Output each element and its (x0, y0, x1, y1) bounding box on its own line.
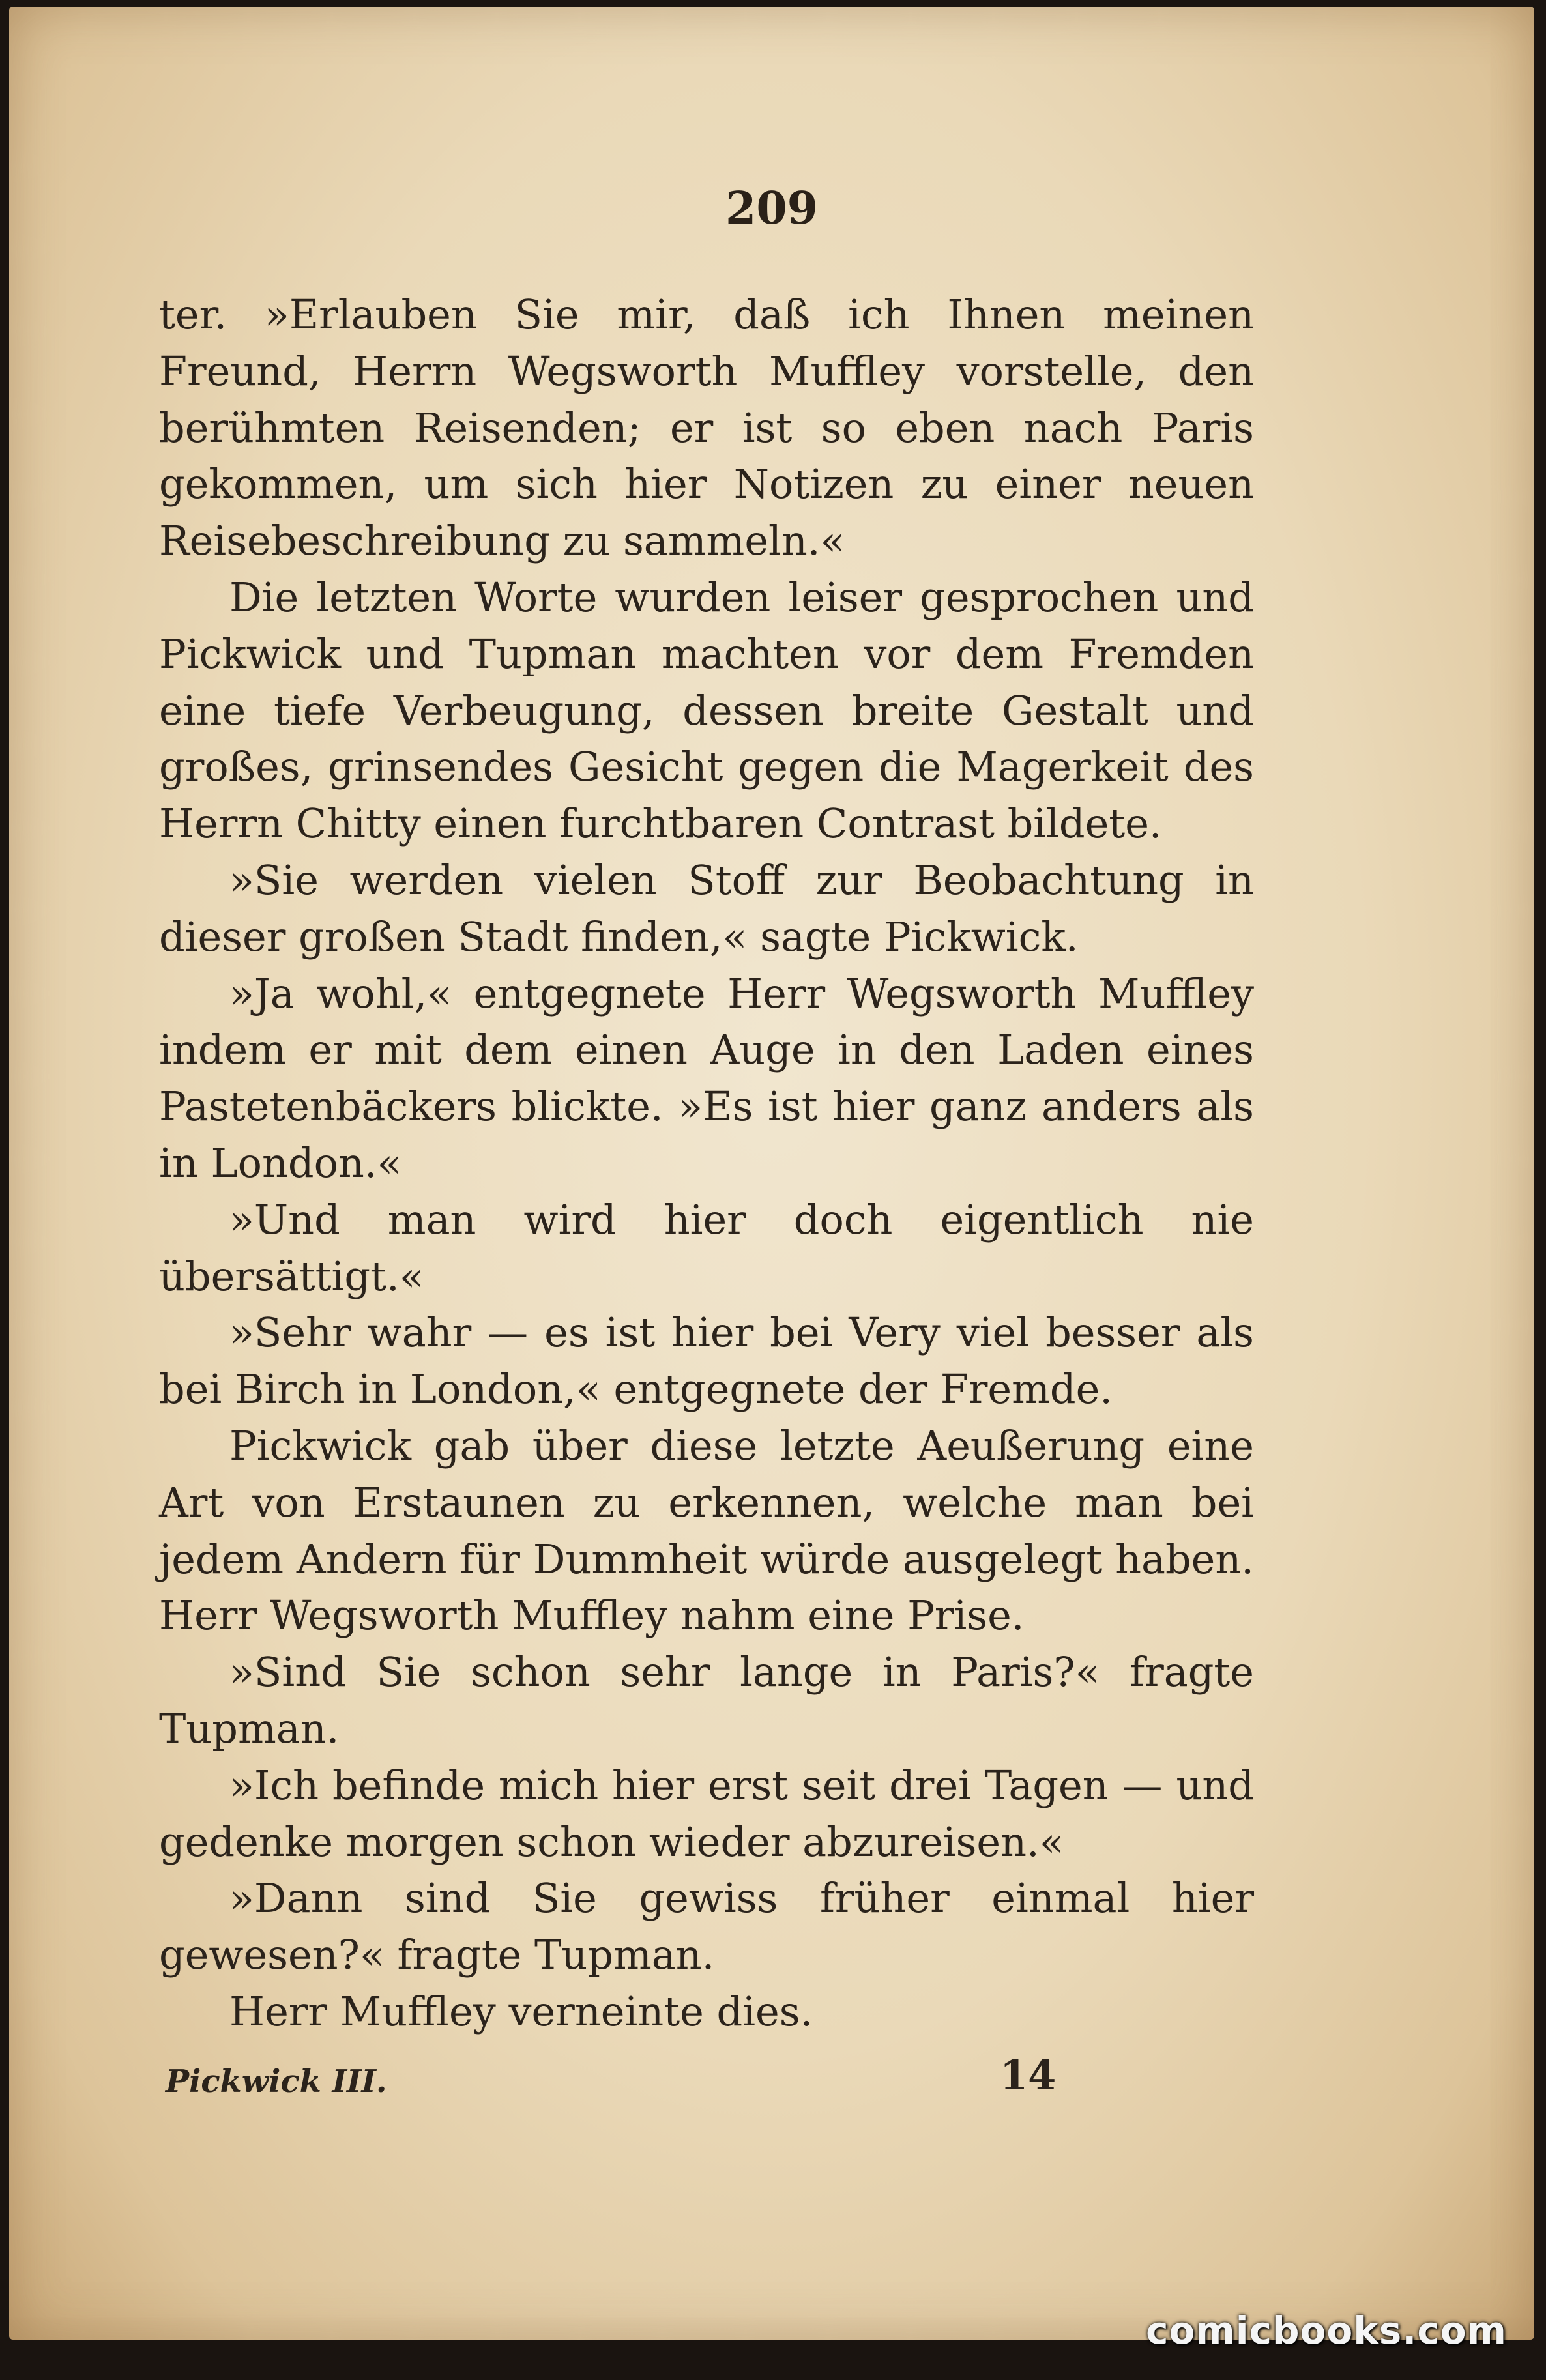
signature-number: 14 (1000, 2052, 1057, 2099)
paragraph: »Ich befinde mich hier erst seit drei Tagen — und gedenke morgen schon wieder abzureisen.« (159, 1761, 1254, 1866)
watermark: comicbooks.com (1146, 2308, 1507, 2353)
paragraph: Die letzten Worte wurden leiser gesprochen und Pickwick und Tupman machten vor dem Fremden eine tiefe Verbeugung, dessen breite Gestalt und großes, grinsendes Gesicht gegen die Magerkeit des Herrn Chitty einen furchtbaren Contrast bildete. (159, 573, 1254, 848)
body-text (159, 287, 1254, 2040)
paragraph: Herr Muffley verneinte dies. (229, 1987, 813, 2035)
paragraph: »Sie werden vielen Stoff zur Beobachtung in dieser großen Stadt finden,« sagte Pickwick. (159, 856, 1254, 961)
paragraph: Pickwick gab über diese letzte Aeußerung eine Art von Erstaunen zu erkennen, welche man bei jedem Andern für Dummheit würde ausgelegt haben. Herr Wegsworth Muffley nahm eine Prise. (159, 1421, 1254, 1640)
paragraph: »Und man wird hier doch eigentlich nie übersättigt.« (159, 1195, 1254, 1300)
paragraph: »Sind Sie schon sehr lange in Paris?« fragte Tupman. (159, 1648, 1254, 1752)
paragraph: »Ja wohl,« entgegnete Herr Wegsworth Muffley indem er mit dem einen Auge in den Laden eines Pastetenbäckers blickte. »Es ist hier ganz anders als in London.« (159, 969, 1254, 1187)
signature-mark: Pickwick III. (166, 2063, 387, 2100)
paragraph: »Sehr wahr — es ist hier bei Very viel besser als bei Birch in London,« entgegnete der Fremde. (159, 1309, 1254, 1414)
paragraph: ter. »Erlauben Sie mir, daß ich Ihnen meinen Freund, Herrn Wegsworth Muffley vorstelle, den berühmten Reisenden; er ist so eben nach Paris gekommen, um sich hier Notizen zu einer neuen Reisebeschreibung zu sammeln.« (159, 291, 1254, 565)
page-number: 209 (725, 182, 818, 235)
book-page (9, 7, 1534, 2340)
paragraph: »Dann sind Sie gewiss früher einmal hier gewesen?« fragte Tupman. (159, 1874, 1254, 1979)
